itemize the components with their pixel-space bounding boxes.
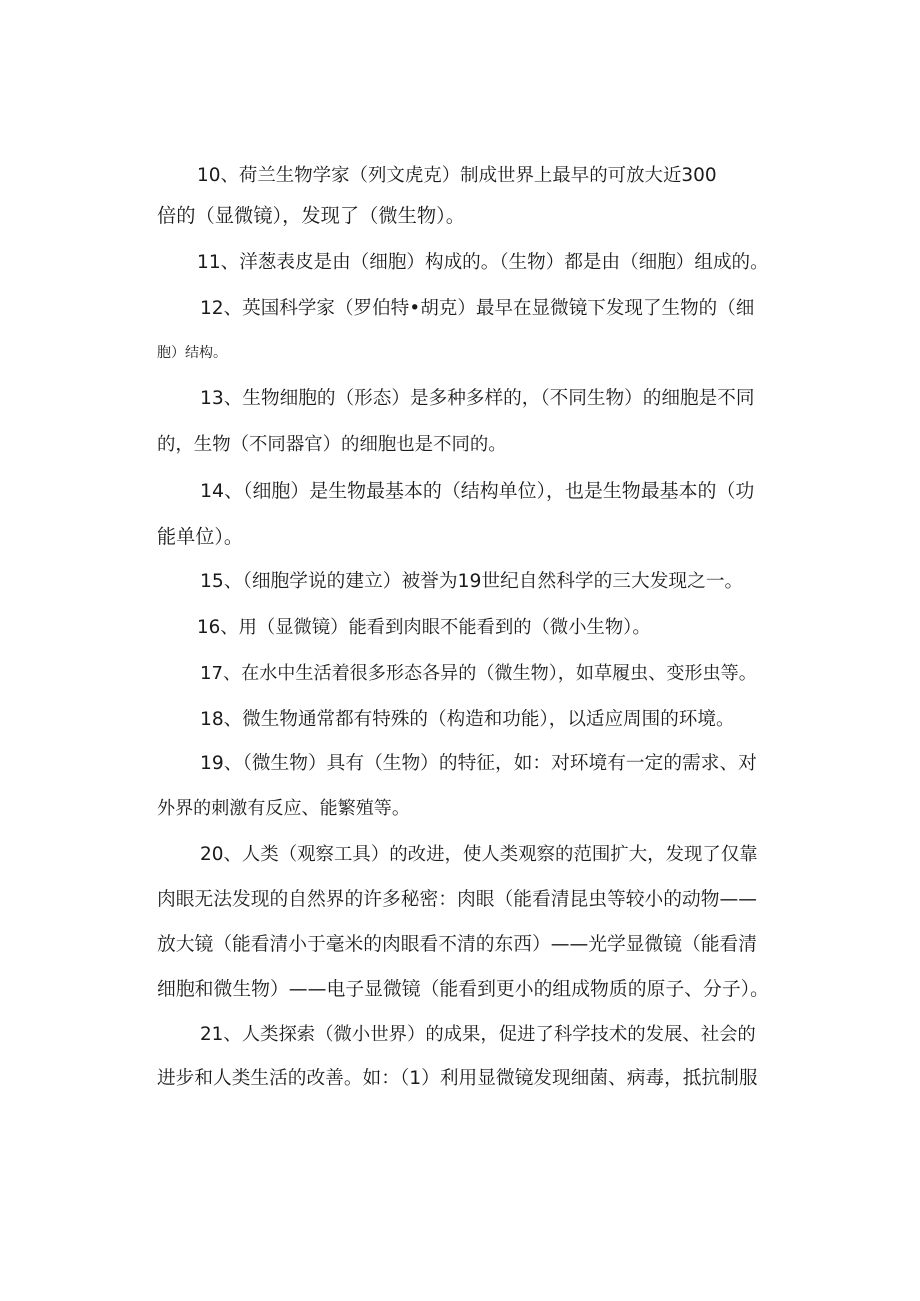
item-20-line-4: 细胞和微生物）——电子显微镜（能看到更小的组成物质的原子、分子）。 — [157, 979, 769, 1000]
item-19-line-1: 19、（微生物）具有（生物）的特征，如：对环境有一定的需求、对 — [200, 753, 757, 774]
item-19-line-2: 外界的刺激有反应、能繁殖等。 — [157, 798, 410, 819]
item-20-line-2: 肉眼无法发现的自然界的许多秘密：肉眼（能看清昆虫等较小的动物—— — [157, 889, 757, 910]
item-12-line-2: 胞）结构。 — [157, 345, 227, 361]
item-13-line-1: 13、生物细胞的（形态）是多种多样的，（不同生物）的细胞是不同 — [200, 388, 755, 409]
item-20-line-3: 放大镜（能看清小于毫米的肉眼看不清的东西）——光学显微镜（能看清 — [157, 934, 757, 955]
item-20-line-1: 20、人类（观察工具）的改进，使人类观察的范围扩大，发现了仅靠 — [200, 844, 758, 865]
item-10-line-2: 倍的（显微镜），发现了（微生物）。 — [157, 204, 465, 227]
item-16-line-1: 16、用（显微镜）能看到肉眼不能看到的（微小生物）。 — [197, 617, 651, 638]
item-10-line-1: 10、荷兰生物学家（列文虎克）制成世界上最早的可放大近300 — [197, 165, 717, 186]
item-15-line-1: 15、（细胞学说的建立）被誉为19世纪自然科学的三大发现之一。 — [200, 571, 744, 592]
item-12-line-1: 12、英国科学家（罗伯特•胡克）最早在显微镜下发现了生物的（细 — [200, 298, 755, 319]
item-13-line-2: 的，生物（不同器官）的细胞也是不同的。 — [157, 434, 507, 455]
item-21-line-1: 21、人类探索（微小世界）的成果，促进了科学技术的发展、社会的 — [200, 1024, 756, 1045]
item-14-line-1: 14、（细胞）是生物最基本的（结构单位），也是生物最基本的（功 — [200, 480, 755, 502]
item-21-line-2: 进步和人类生活的改善。如：（1）利用显微镜发现细菌、病毒，抵抗制服 — [157, 1068, 758, 1089]
item-11-line-1: 11、洋葱表皮是由（细胞）构成的。（生物）都是由（细胞）组成的。 — [197, 252, 769, 273]
item-17-line-1: 17、在水中生活着很多形态各异的（微生物），如草履虫、变形虫等。 — [200, 663, 757, 684]
item-18-line-1: 18、微生物通常都有特殊的（构造和功能），以适应周围的环境。 — [200, 709, 735, 730]
item-14-line-2: 能单位）。 — [157, 525, 243, 548]
